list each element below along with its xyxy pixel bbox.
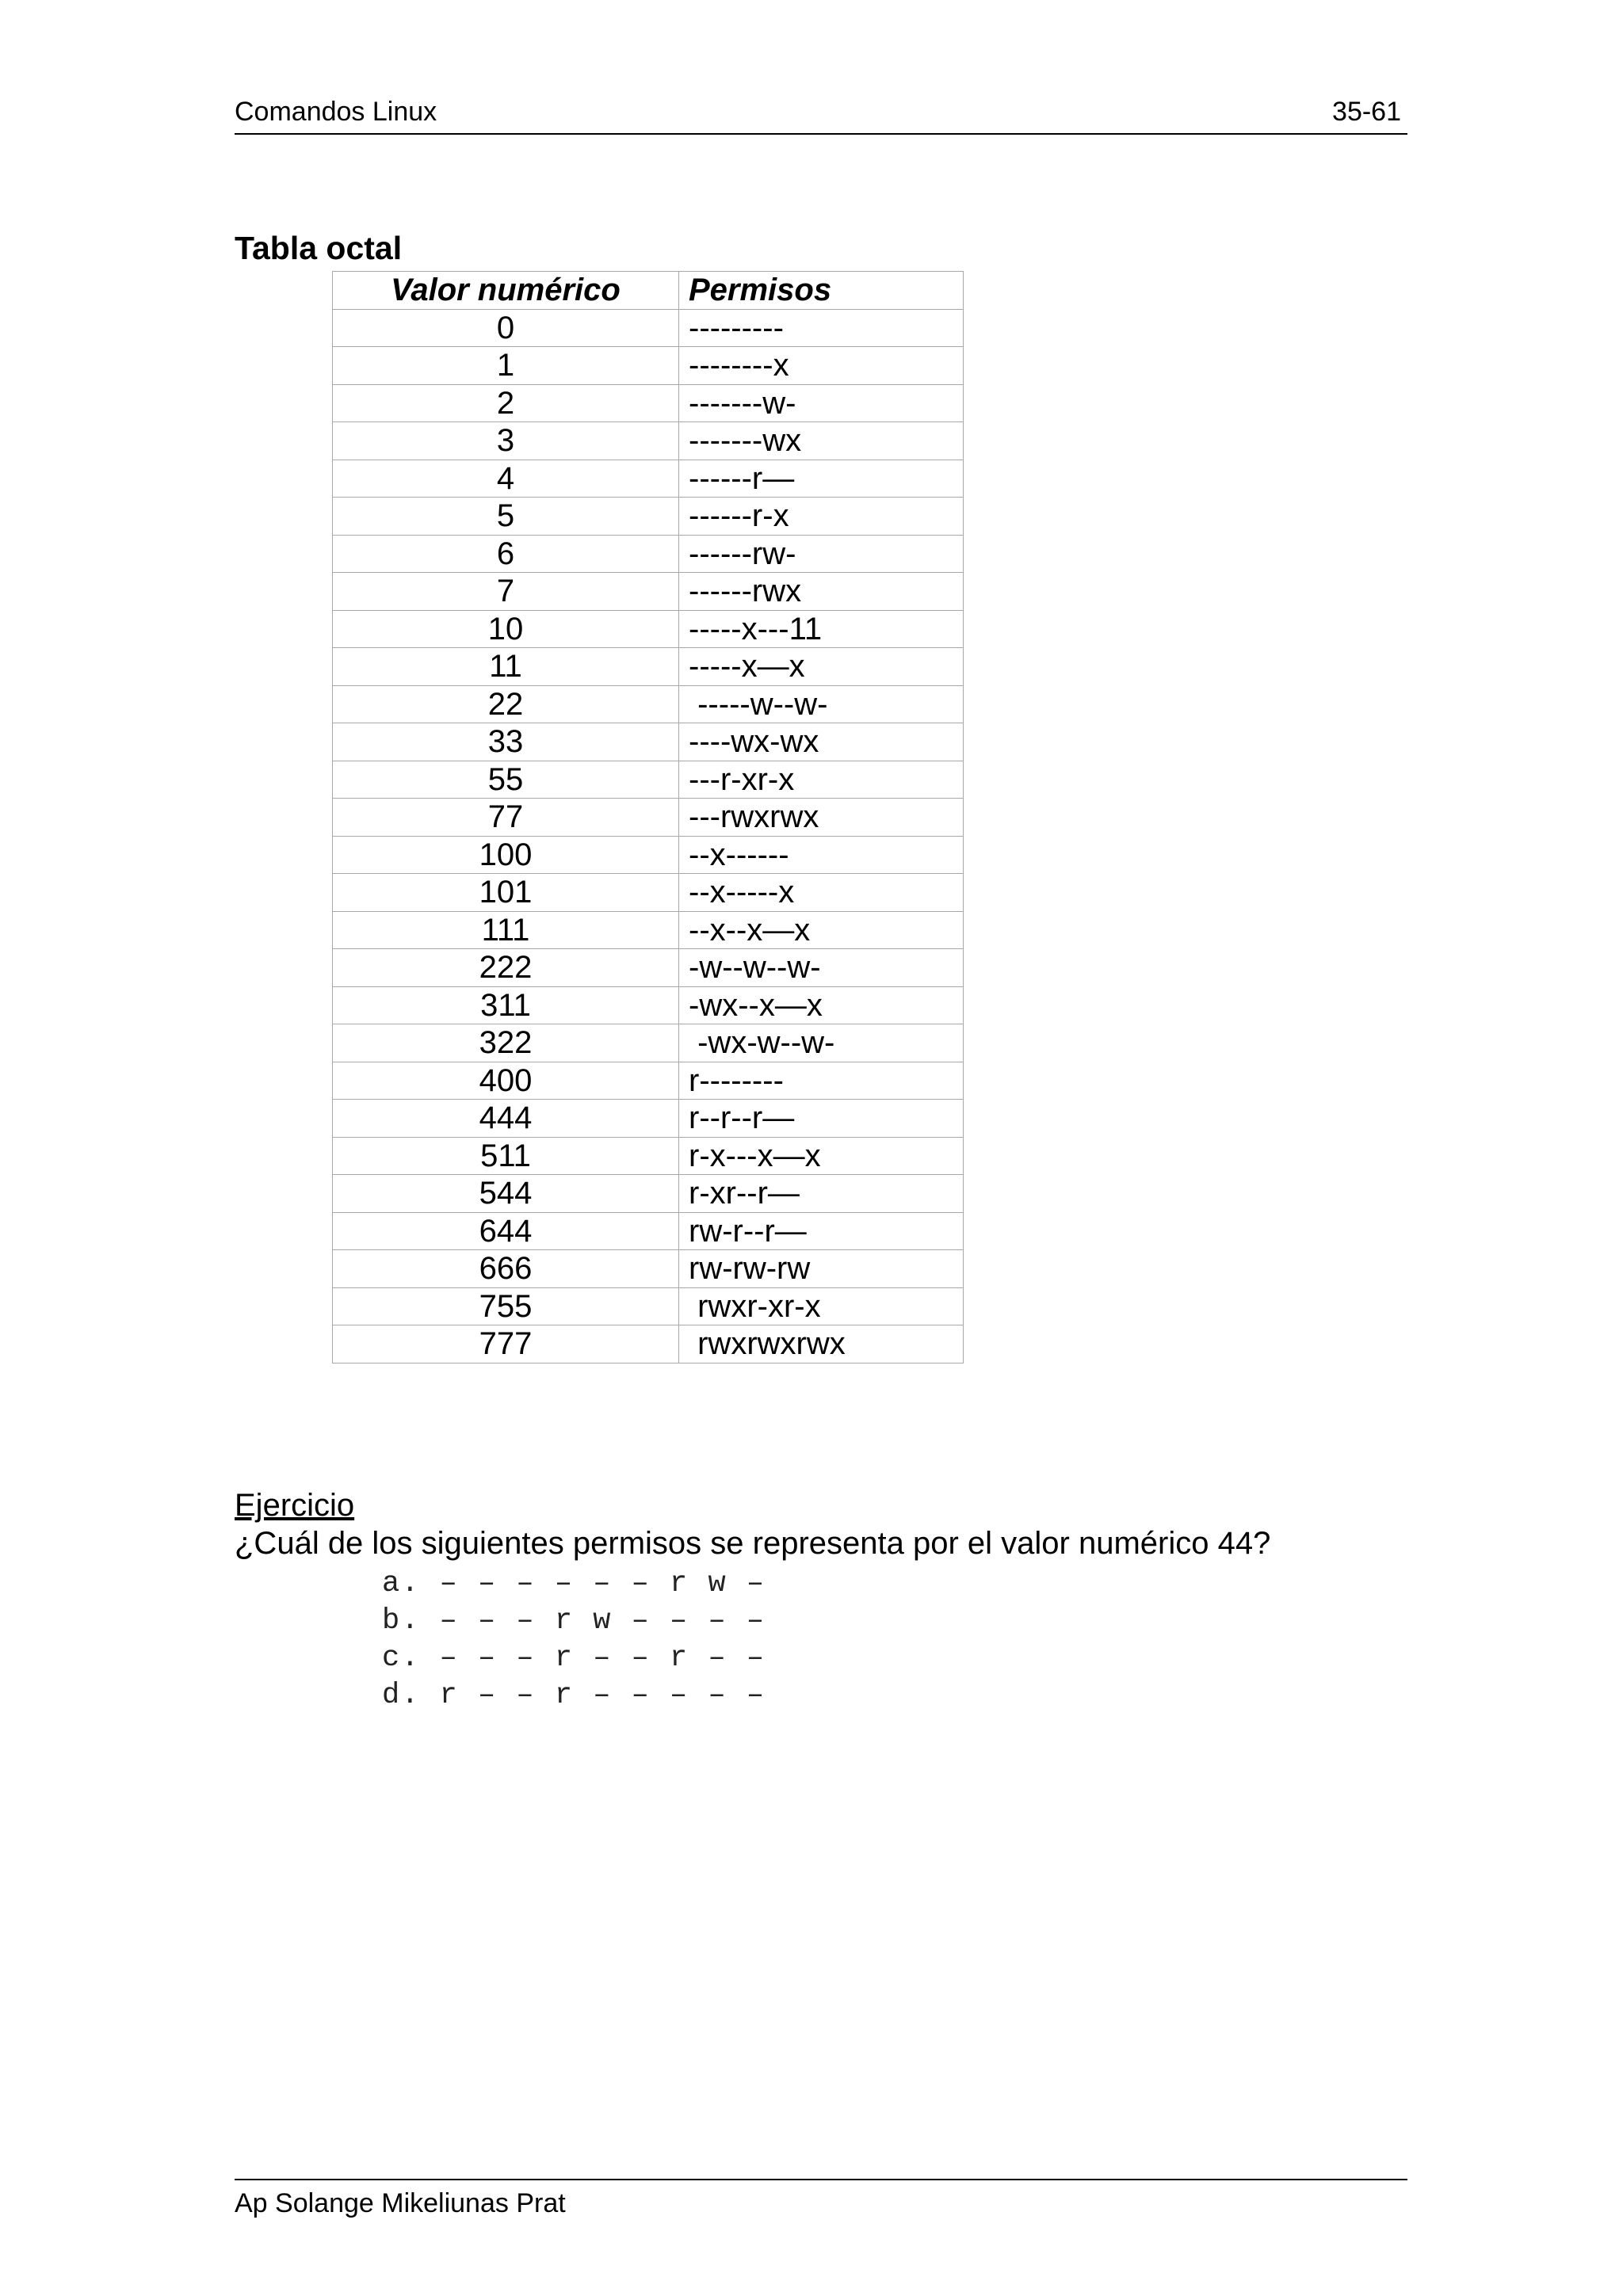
table-header-row <box>333 272 964 310</box>
footer-author: Ap Solange Mikeliunas Prat <box>235 2188 566 2218</box>
numeric-value-cell: 101 <box>333 874 679 912</box>
numeric-value-cell: 10 <box>333 610 679 648</box>
exercise-options <box>382 1566 766 1714</box>
numeric-value-cell: 222 <box>333 949 679 987</box>
permissions-cell: ------rw- <box>679 535 964 573</box>
table-row <box>333 535 964 573</box>
numeric-value-cell: 311 <box>333 986 679 1024</box>
permissions-cell: -----w--w- <box>679 685 964 723</box>
permissions-cell: -wx--x—x <box>679 986 964 1024</box>
permissions-cell: --x--x—x <box>679 911 964 949</box>
table-row <box>333 347 964 385</box>
numeric-value-cell: 4 <box>333 460 679 498</box>
section-title: Tabla octal <box>235 230 403 266</box>
table-row <box>333 309 964 347</box>
option-c: c. – – – r – – r – – <box>382 1642 766 1675</box>
document-title: Comandos Linux <box>235 97 437 127</box>
permissions-cell: r-xr--r— <box>679 1175 964 1213</box>
option-d: d. r – – r – – – – – <box>382 1679 766 1712</box>
numeric-value-cell: 111 <box>333 911 679 949</box>
numeric-value-cell: 777 <box>333 1325 679 1363</box>
permissions-cell: ---rwxrwx <box>679 799 964 837</box>
permissions-cell: -------w- <box>679 384 964 422</box>
octal-table <box>332 271 964 1363</box>
numeric-value-cell: 5 <box>333 498 679 536</box>
page-number: 35-61 <box>1332 97 1401 127</box>
table-row <box>333 1024 964 1062</box>
table-row <box>333 911 964 949</box>
permissions-cell: rw-r--r— <box>679 1212 964 1250</box>
table-row <box>333 1287 964 1325</box>
table-row <box>333 1137 964 1175</box>
numeric-value-cell: 322 <box>333 1024 679 1062</box>
numeric-value-cell: 11 <box>333 648 679 686</box>
table-row <box>333 1250 964 1288</box>
table-row <box>333 685 964 723</box>
table-row <box>333 422 964 460</box>
permissions-cell: r--r--r— <box>679 1100 964 1138</box>
numeric-value-cell: 544 <box>333 1175 679 1213</box>
table-row <box>333 1212 964 1250</box>
permissions-cell: ------r-x <box>679 498 964 536</box>
header-valor-numerico: Valor numérico <box>333 272 679 310</box>
numeric-value-cell: 1 <box>333 347 679 385</box>
numeric-value-cell: 755 <box>333 1287 679 1325</box>
table-row <box>333 460 964 498</box>
permissions-cell: -w--w--w- <box>679 949 964 987</box>
table-row <box>333 573 964 611</box>
exercise-title: Ejercicio <box>235 1488 355 1523</box>
permissions-cell: -----x---11 <box>679 610 964 648</box>
page-header <box>235 93 1407 135</box>
numeric-value-cell: 644 <box>333 1212 679 1250</box>
numeric-value-cell: 100 <box>333 836 679 874</box>
permissions-cell: ----wx-wx <box>679 723 964 761</box>
table-row <box>333 648 964 686</box>
permissions-cell: --------x <box>679 347 964 385</box>
numeric-value-cell: 77 <box>333 799 679 837</box>
numeric-value-cell: 0 <box>333 309 679 347</box>
exercise-question: ¿Cuál de los siguientes permisos se representa por el valor numérico 44? <box>235 1526 1271 1561</box>
permissions-cell: --x------ <box>679 836 964 874</box>
numeric-value-cell: 7 <box>333 573 679 611</box>
numeric-value-cell: 2 <box>333 384 679 422</box>
table-row <box>333 723 964 761</box>
table-row <box>333 986 964 1024</box>
table-row <box>333 498 964 536</box>
table-row <box>333 610 964 648</box>
permissions-cell: --------- <box>679 309 964 347</box>
table-row <box>333 1062 964 1100</box>
permissions-cell: ---r-xr-x <box>679 761 964 799</box>
table-row <box>333 874 964 912</box>
numeric-value-cell: 511 <box>333 1137 679 1175</box>
permissions-cell: rwxr-xr-x <box>679 1287 964 1325</box>
table-row <box>333 1175 964 1213</box>
option-b: b. – – – r w – – – – <box>382 1604 766 1638</box>
numeric-value-cell: 6 <box>333 535 679 573</box>
numeric-value-cell: 55 <box>333 761 679 799</box>
permissions-cell: -wx-w--w- <box>679 1024 964 1062</box>
permissions-cell: --x-----x <box>679 874 964 912</box>
page-footer <box>235 2179 1407 2218</box>
numeric-value-cell: 33 <box>333 723 679 761</box>
permissions-cell: r-x---x—x <box>679 1137 964 1175</box>
permissions-cell: rw-rw-rw <box>679 1250 964 1288</box>
numeric-value-cell: 444 <box>333 1100 679 1138</box>
octal-table-body <box>333 309 964 1363</box>
table-row <box>333 799 964 837</box>
numeric-value-cell: 3 <box>333 422 679 460</box>
permissions-cell: ------r— <box>679 460 964 498</box>
permissions-cell: ------rwx <box>679 573 964 611</box>
permissions-cell: rwxrwxrwx <box>679 1325 964 1363</box>
numeric-value-cell: 666 <box>333 1250 679 1288</box>
header-permisos: Permisos <box>679 272 964 310</box>
table-row <box>333 836 964 874</box>
numeric-value-cell: 22 <box>333 685 679 723</box>
numeric-value-cell: 400 <box>333 1062 679 1100</box>
table-row <box>333 1325 964 1363</box>
permissions-cell: -------wx <box>679 422 964 460</box>
table-row <box>333 384 964 422</box>
table-row <box>333 1100 964 1138</box>
option-a: a. – – – – – – r w – <box>382 1567 766 1600</box>
table-row <box>333 949 964 987</box>
permissions-cell: r-------- <box>679 1062 964 1100</box>
table-row <box>333 761 964 799</box>
permissions-cell: -----x—x <box>679 648 964 686</box>
